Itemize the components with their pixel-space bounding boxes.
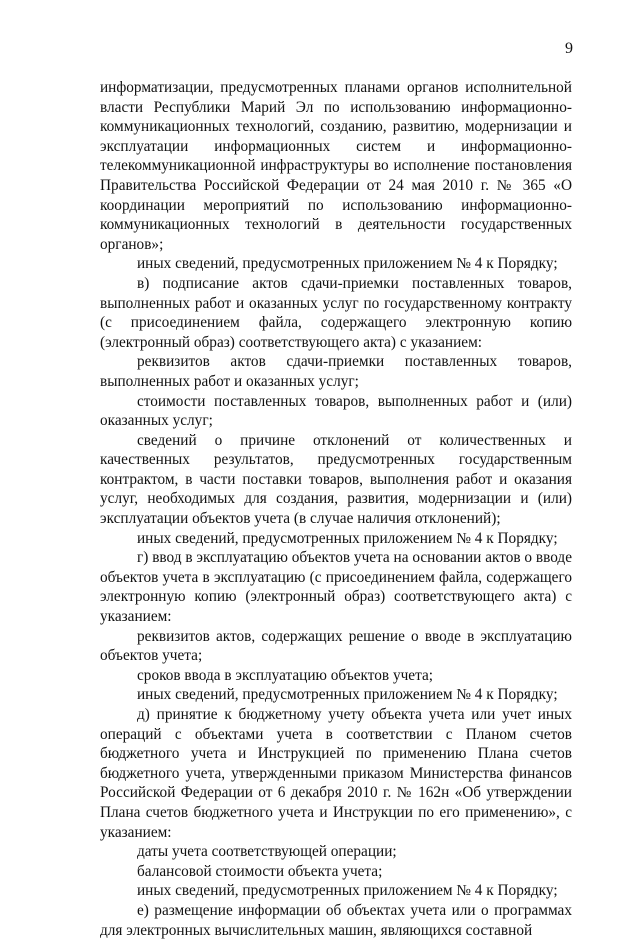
paragraph: г) ввод в эксплуатацию объектов учета на основании актов о вводе объектов учета в эксплуатацию (с присоединением файла, содержащего электронную копию (электронный образ) соответствующего акта) с указанием: [100, 549, 572, 626]
paragraph: реквизитов актов, содержащих решение о вводе в эксплуатацию объектов учета; [100, 627, 572, 665]
paragraph: сроков ввода в эксплуатацию объектов учета; [137, 666, 433, 684]
paragraph: е) размещение информации об объектах учета или о программах для электронных вычислительных машин, являющихся составной [100, 901, 572, 939]
paragraph: реквизитов актов сдачи-приемки поставленных товаров, выполненных работ и оказанных услуг; [100, 353, 572, 390]
paragraph: балансовой стоимости объекта учета; [137, 862, 383, 880]
page-number: 9 [565, 40, 573, 57]
paragraph: иных сведений, предусмотренных приложением № 4 к Порядку; [137, 529, 558, 547]
paragraph: иных сведений, предусмотренных приложением № 4 к Порядку; [137, 686, 558, 704]
paragraph: в) подписание актов сдачи-приемки поставленных товаров, выполненных работ и оказанных услуг по государственному контракту (с присоединением файла, содержащего электронную копию (электронный образ) соответствующего акта) с указанием: [100, 274, 572, 351]
paragraph: информатизации, предусмотренных планами органов исполнительной власти Республики Марий Эл по использованию информационно-коммуникационных технологий, созданию, развитию, модернизации и эксплуатации информационных систем и информационно-телекоммуникационной инфраструктуры во исполнение постановления Правительства Российской Федерации от 24 мая 2010 г. № 365 «О координации мероприятий по использованию информационно-коммуникационных технологий в деятельности государственных органов»; [100, 79, 572, 253]
paragraph: иных сведений, предусмотренных приложением № 4 к Порядку; [137, 255, 558, 273]
paragraph: д) принятие к бюджетному учету объекта учета или учет иных операций с объектами учета в соответствии с Планом счетов бюджетного учета и Инструкцией по применению Плана счетов бюджетного учета, утвержденными приказом Министерства финансов Российской Федерации от 6 декабря 2010 г. № 162н «Об утверждении Плана счетов бюджетного учета и Инструкции по его применению», с указанием: [100, 706, 572, 841]
paragraph: иных сведений, предусмотренных приложением № 4 к Порядку; [137, 882, 558, 900]
paragraph: стоимости поставленных товаров, выполненных работ и (или) оказанных услуг; [100, 392, 572, 430]
paragraph: даты учета соответствующей операции; [137, 843, 397, 861]
document-body [100, 78, 572, 940]
paragraph: сведений о причине отклонений от количественных и качественных результатов, предусмотренных государственным контрактом, в части поставки товаров, выполнения работ и оказания услуг, необходимых для создания, развития, модернизации и (или) эксплуатации объектов учета (в случае наличия отклонений); [100, 431, 572, 528]
